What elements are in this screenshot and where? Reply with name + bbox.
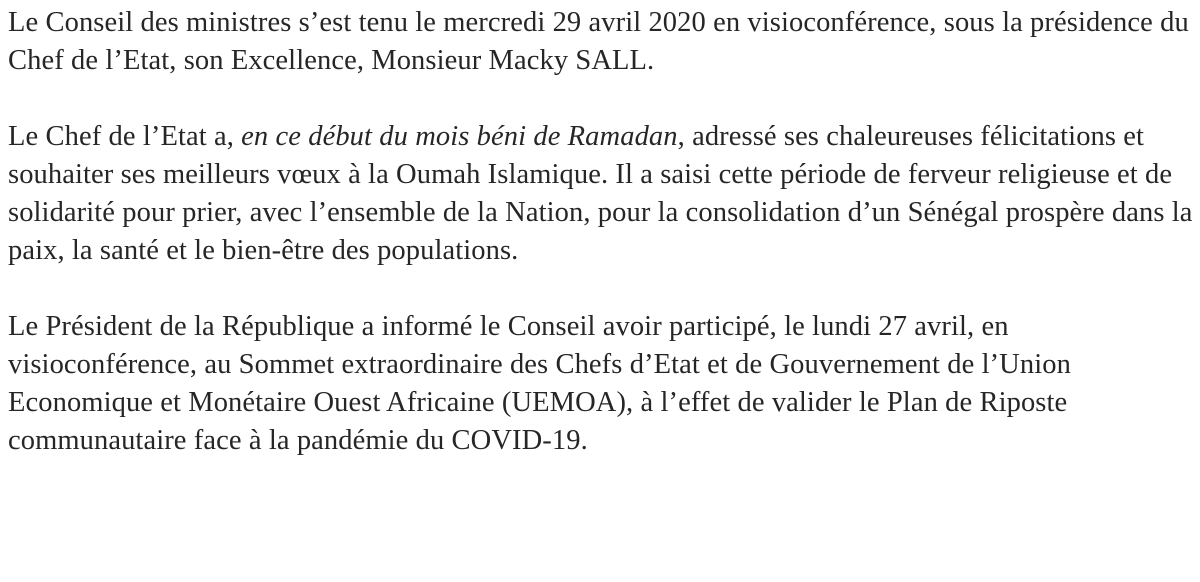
paragraph-uemoa-summit bbox=[8, 308, 1200, 460]
paragraph-text-after: , adressé ses chaleureuses félicitations et souhaiter ses meilleurs vœux à la Oumah Islamique. Il a saisi cette période de ferveur religieuse et de solidarité pour prier, avec l’ensemble de la Nation, pour la consolidation d’un Sénégal prospère dans la paix, la santé et le bien-être des populations. bbox=[8, 121, 1193, 266]
paragraph-italic-phrase: en ce début du mois béni de Ramadan bbox=[241, 121, 678, 152]
paragraph-text: Le Conseil des ministres s’est tenu le mercredi 29 avril 2020 en visioconférence, sous la présidence du Chef de l’Etat, son Excellence, Monsieur Macky SALL. bbox=[8, 7, 1189, 76]
paragraph-ramadan-greetings bbox=[8, 118, 1200, 270]
paragraph-council-meeting bbox=[8, 4, 1200, 80]
paragraph-text-before: Le Chef de l’Etat a, bbox=[8, 121, 242, 152]
paragraph-text: Le Président de la République a informé le Conseil avoir participé, le lundi 27 avril, en visioconférence, au Sommet extraordinaire des Chefs d’Etat et de Gouvernement de l’Union Economique et Monétaire Ouest Africaine (UEMOA), à l’effet de valider le Plan de Riposte communautaire face à la pandémie du COVID-19. bbox=[8, 311, 1071, 456]
